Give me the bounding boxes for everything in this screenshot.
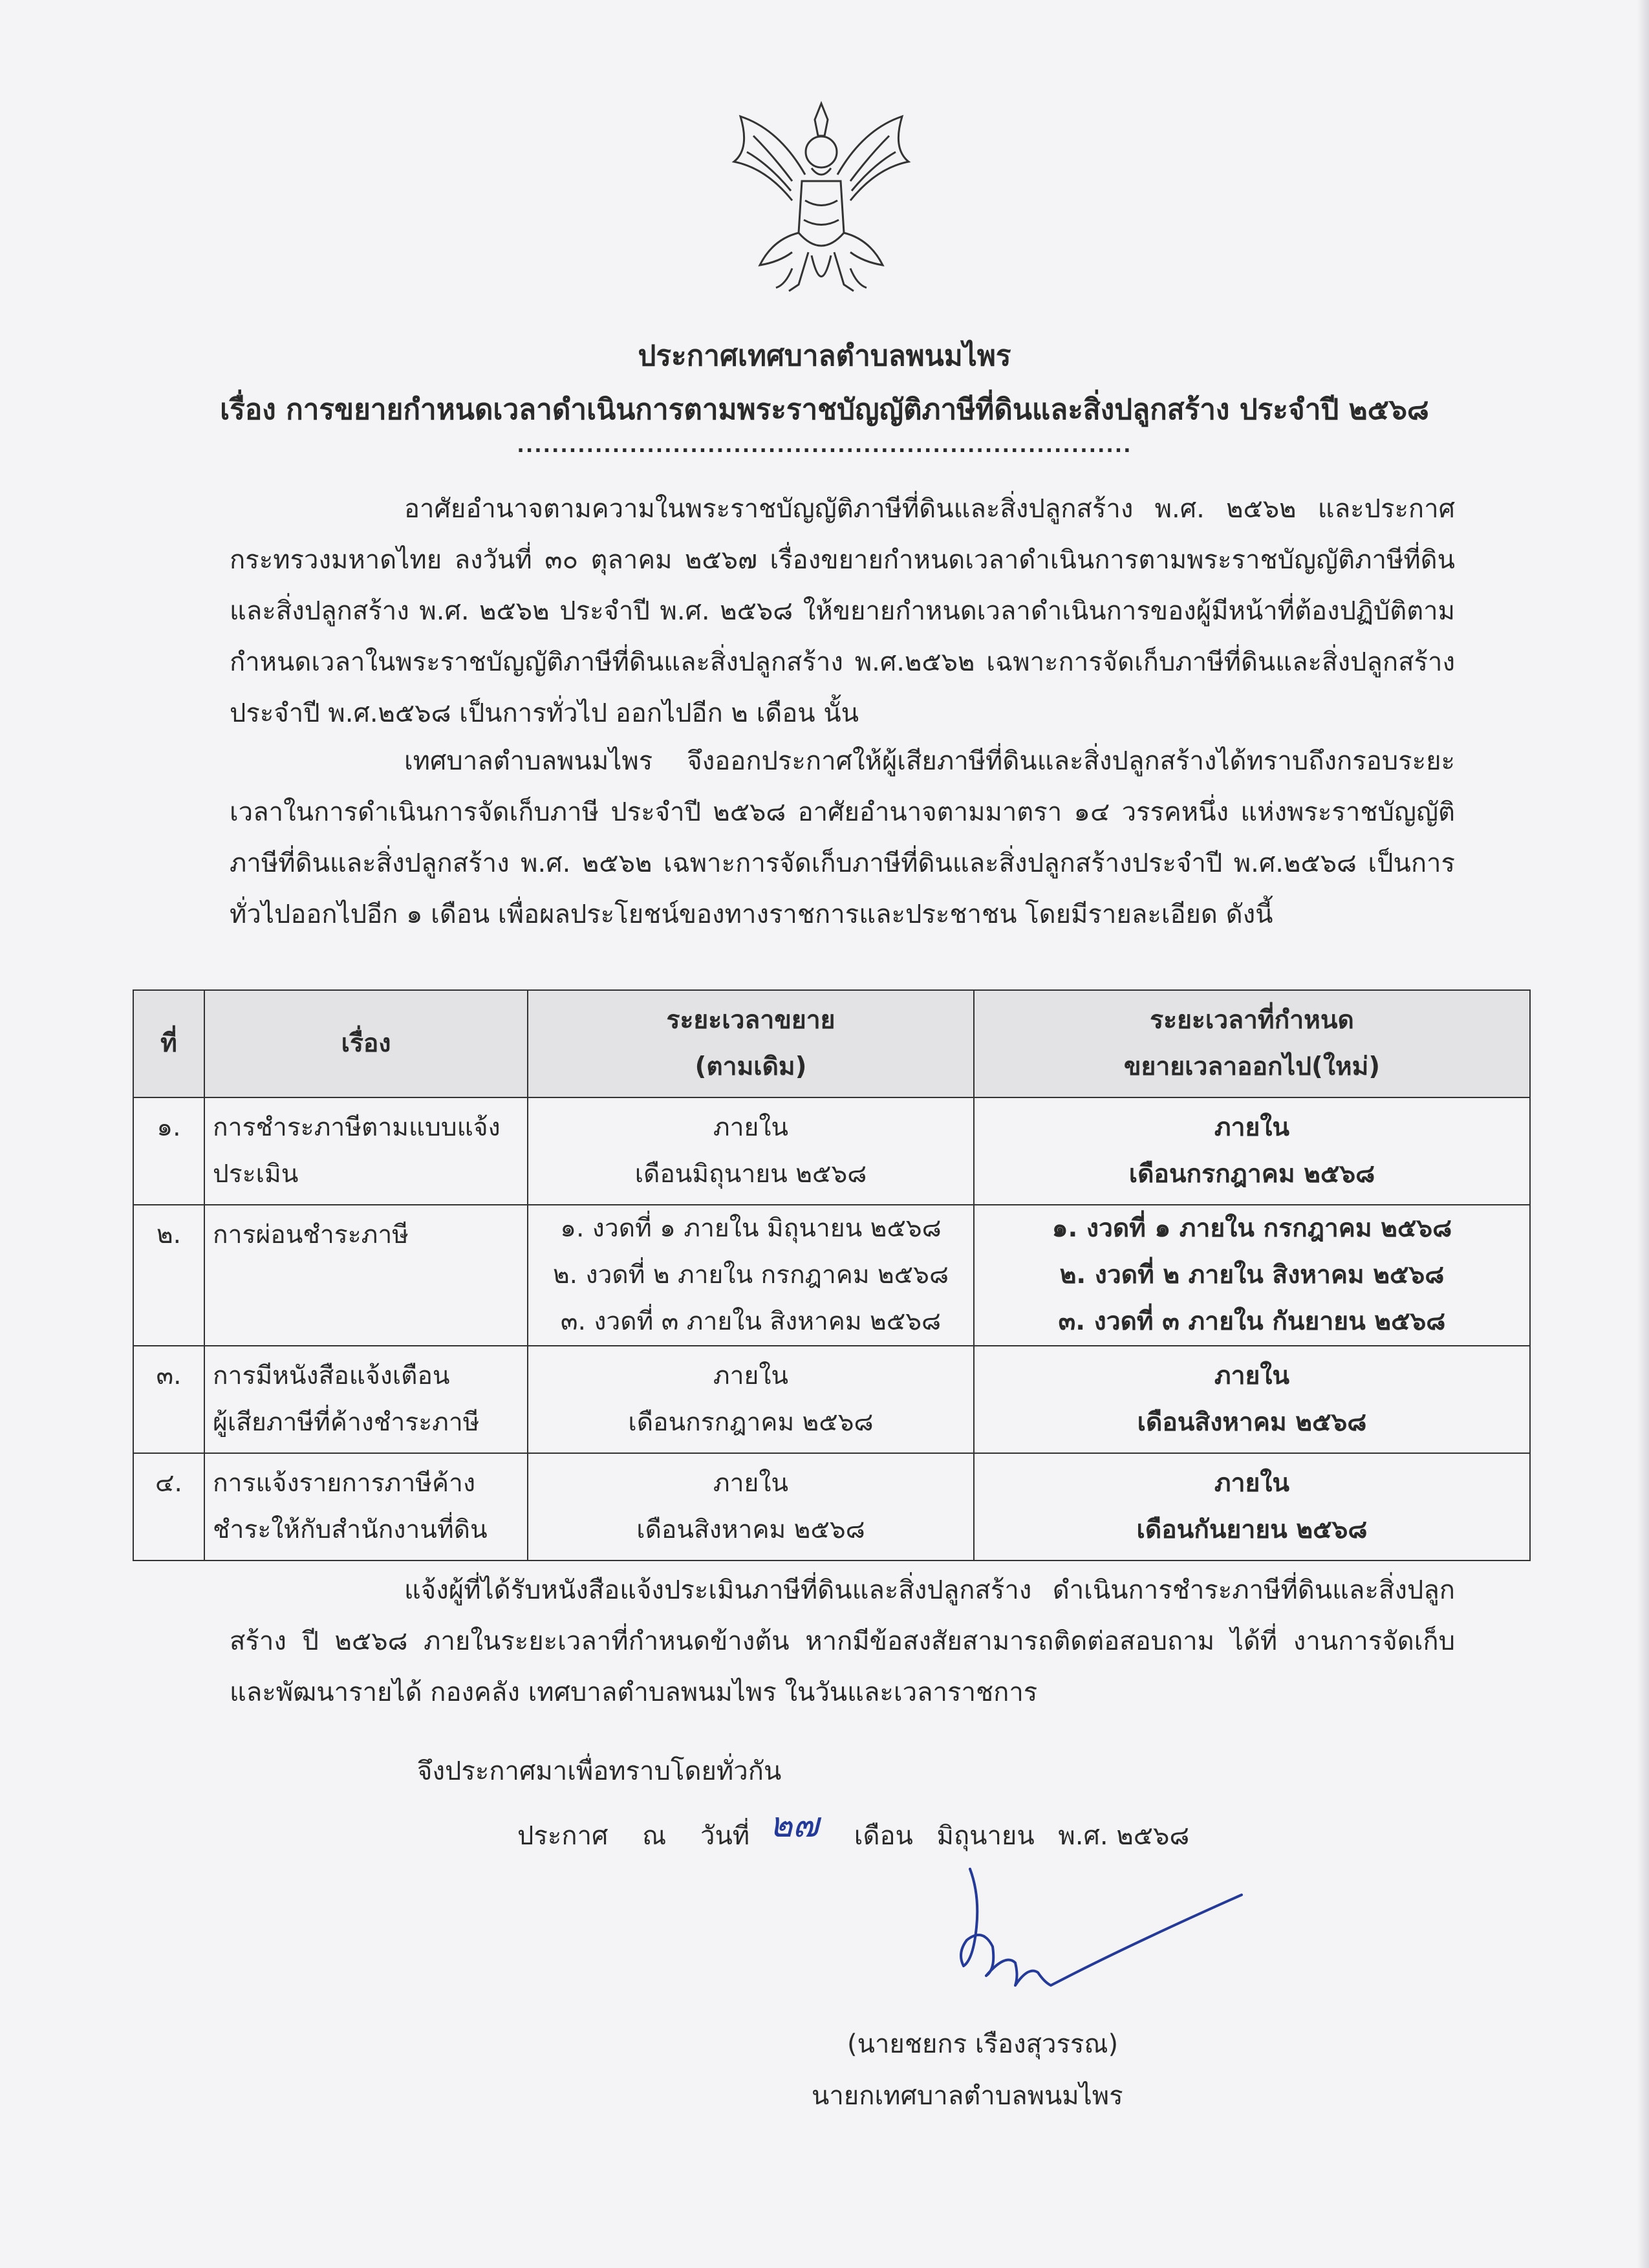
cell-line: เดือนมิถุนายน ๒๕๖๘ bbox=[634, 1160, 867, 1189]
cell-line: ๒. งวดที่ ๒ ภายใน สิงหาคม ๒๕๖๘ bbox=[1059, 1260, 1445, 1290]
row-new-period bbox=[974, 1453, 1530, 1561]
cell-line: ๑. งวดที่ ๑ ภายใน กรกฎาคม ๒๕๖๘ bbox=[1051, 1214, 1452, 1243]
declaration-month-label: เดือน bbox=[854, 1821, 913, 1851]
header-topic: เรื่อง bbox=[204, 990, 528, 1097]
cell-line: เดือนสิงหาคม ๒๕๖๘ bbox=[1137, 1408, 1367, 1437]
row-topic bbox=[204, 1097, 528, 1205]
cell-line: การผ่อนชำระภาษี bbox=[213, 1220, 409, 1249]
cell-line: เดือนสิงหาคม ๒๕๖๘ bbox=[636, 1515, 865, 1544]
cell-line: การชำระภาษีตามแบบแจ้ง bbox=[213, 1113, 501, 1142]
row-new-period bbox=[974, 1097, 1530, 1205]
table-row bbox=[133, 1205, 1530, 1346]
cell-line: ๓. งวดที่ ๓ ภายใน สิงหาคม ๒๕๖๘ bbox=[560, 1307, 942, 1336]
paragraph-closing bbox=[230, 1746, 1455, 1797]
table-row bbox=[133, 1346, 1530, 1453]
cell-line: ชำระให้กับสำนักงานที่ดิน bbox=[213, 1515, 488, 1544]
row-no: ๔. bbox=[133, 1453, 204, 1561]
row-topic bbox=[204, 1205, 528, 1346]
handwritten-day: ๒๗ bbox=[769, 1804, 819, 1845]
title-rule: ....................................................................... bbox=[517, 435, 1132, 457]
cell-line: ภายใน bbox=[713, 1469, 789, 1498]
paragraph-announcement bbox=[230, 736, 1455, 940]
cell-line: ภายใน bbox=[1214, 1113, 1290, 1142]
cell-line: ภายใน bbox=[713, 1361, 789, 1390]
cell-line: เดือนกรกฎาคม ๒๕๖๘ bbox=[1128, 1160, 1375, 1189]
paragraph-text: จึงประกาศมาเพื่อทราบโดยทั่วกัน bbox=[417, 1756, 782, 1786]
row-original-period bbox=[528, 1205, 974, 1346]
document-subject: เรื่อง การขยายกำหนดเวลาดำเนินการตามพระราชบัญญัติภาษีที่ดินและสิ่งปลูกสร้าง ประจำปี ๒๕๖๘ bbox=[220, 393, 1429, 426]
signature-icon bbox=[918, 1856, 1255, 2024]
cell-line: ภายใน bbox=[1214, 1469, 1290, 1498]
garuda-emblem-icon bbox=[715, 91, 928, 310]
declaration-year: พ.ศ. ๒๕๖๘ bbox=[1058, 1821, 1190, 1851]
declaration-prefix: ประกาศ bbox=[517, 1821, 609, 1851]
cell-line: ภายใน bbox=[1214, 1361, 1290, 1390]
header-line: ระยะเวลาที่กำหนด bbox=[1150, 1006, 1354, 1035]
declaration-month: มิถุนายน bbox=[936, 1821, 1035, 1851]
cell-line: การแจ้งรายการภาษีค้าง bbox=[213, 1469, 475, 1498]
table-header-row bbox=[133, 990, 1530, 1097]
cell-line: ๑. งวดที่ ๑ ภายใน มิถุนายน ๒๕๖๘ bbox=[560, 1214, 942, 1243]
table-row bbox=[133, 1097, 1530, 1205]
schedule-table bbox=[133, 989, 1531, 1561]
row-no: ๓. bbox=[133, 1346, 204, 1453]
document-title: ประกาศเทศบาลตำบลพนมไพร bbox=[638, 340, 1011, 373]
row-topic bbox=[204, 1346, 528, 1453]
declaration-date-line bbox=[517, 1804, 1189, 1860]
cell-line: ผู้เสียภาษีที่ค้างชำระภาษี bbox=[213, 1408, 480, 1437]
header-original-period bbox=[528, 990, 974, 1097]
cell-line: ประเมิน bbox=[213, 1160, 299, 1189]
row-original-period bbox=[528, 1453, 974, 1561]
paragraph-text: อาศัยอำนาจตามความในพระราชบัญญัติภาษีที่ดินและสิ่งปลูกสร้าง พ.ศ. ๒๕๖๒ และประกาศกระทรวงมหาดไทย ลงวันที่ ๓๐ ตุลาคม ๒๕๖๗ เรื่องขยายกำหนดเวลาดำเนินการตามพระราชบัญญัติภาษีที่ดินและสิ่งปลูกสร้าง พ.ศ. ๒๕๖๒ ประจำปี พ.ศ. ๒๕๖๘ ให้ขยายกำหนดเวลาดำเนินการของผู้มีหน้าที่ต้องปฏิบัติตามกำหนดเวลาในพระราชบัญญัติภาษีที่ดินและสิ่งปลูกสร้าง พ.ศ.๒๕๖๒ เฉพาะการจัดเก็บภาษีที่ดินและสิ่งปลูกสร้าง ประจำปี พ.ศ.๒๕๖๘ เป็นการทั่วไป ออกไปอีก ๒ เดือน นั้น bbox=[230, 494, 1455, 728]
row-original-period bbox=[528, 1346, 974, 1453]
row-no: ๒. bbox=[133, 1205, 204, 1346]
declaration-day-label: วันที่ bbox=[700, 1821, 750, 1851]
declaration-at: ณ bbox=[642, 1821, 667, 1851]
cell-line: การมีหนังสือแจ้งเตือน bbox=[213, 1361, 450, 1390]
header-no: ที่ bbox=[133, 990, 204, 1097]
row-no: ๑. bbox=[133, 1097, 204, 1205]
row-new-period bbox=[974, 1205, 1530, 1346]
signer-name: (นายชยกร เรืองสุวรรณ) bbox=[847, 2029, 1119, 2059]
paragraph-text: เทศบาลตำบลพนมไพร จึงออกประกาศให้ผู้เสียภาษีที่ดินและสิ่งปลูกสร้างได้ทราบถึงกรอบระยะเวลาในการดำเนินการจัดเก็บภาษี ประจำปี ๒๕๖๘ อาศัยอำนาจตามมาตรา ๑๔ วรรคหนึ่ง แห่งพระราชบัญญัติภาษีที่ดินและสิ่งปลูกสร้าง พ.ศ. ๒๕๖๒ เฉพาะการจัดเก็บภาษีที่ดินและสิ่งปลูกสร้างประจำปี พ.ศ.๒๕๖๘ เป็นการทั่วไปออกไปอีก ๑ เดือน เพื่อผลประโยชน์ของทางราชการและประชาชน โดยมีรายละเอียด ดังนี้ bbox=[230, 746, 1455, 929]
paragraph-authority bbox=[230, 484, 1455, 739]
header-line: (ตามเดิม) bbox=[695, 1052, 807, 1081]
cell-line: ภายใน bbox=[713, 1113, 789, 1142]
header-line: ระยะเวลาขยาย bbox=[666, 1006, 835, 1035]
row-topic bbox=[204, 1453, 528, 1561]
header-new-period bbox=[974, 990, 1530, 1097]
row-original-period bbox=[528, 1097, 974, 1205]
cell-line: ๒. งวดที่ ๒ ภายใน กรกฎาคม ๒๕๖๘ bbox=[552, 1260, 949, 1290]
paragraph-notice bbox=[230, 1565, 1455, 1718]
cell-line: เดือนกรกฎาคม ๒๕๖๘ bbox=[628, 1408, 874, 1437]
signer-title: นายกเทศบาลตำบลพนมไพร bbox=[812, 2081, 1123, 2111]
row-new-period bbox=[974, 1346, 1530, 1453]
table-row bbox=[133, 1453, 1530, 1561]
paragraph-text: แจ้งผู้ที่ได้รับหนังสือแจ้งประเมินภาษีที่ดินและสิ่งปลูกสร้าง ดำเนินการชำระภาษีที่ดินและสิ่งปลูกสร้าง ปี ๒๕๖๘ ภายในระยะเวลาที่กำหนดข้างต้น หากมีข้อสงสัยสามารถติดต่อสอบถาม ได้ที่ งานการจัดเก็บและพัฒนารายได้ กองคลัง เทศบาลตำบลพนมไพร ในวันและเวลาราชการ bbox=[230, 1575, 1455, 1707]
header-line: ขยายเวลาออกไป(ใหม่) bbox=[1123, 1052, 1381, 1081]
cell-line: ๓. งวดที่ ๓ ภายใน กันยายน ๒๕๖๘ bbox=[1058, 1307, 1446, 1336]
cell-line: เดือนกันยายน ๒๕๖๘ bbox=[1136, 1515, 1368, 1544]
